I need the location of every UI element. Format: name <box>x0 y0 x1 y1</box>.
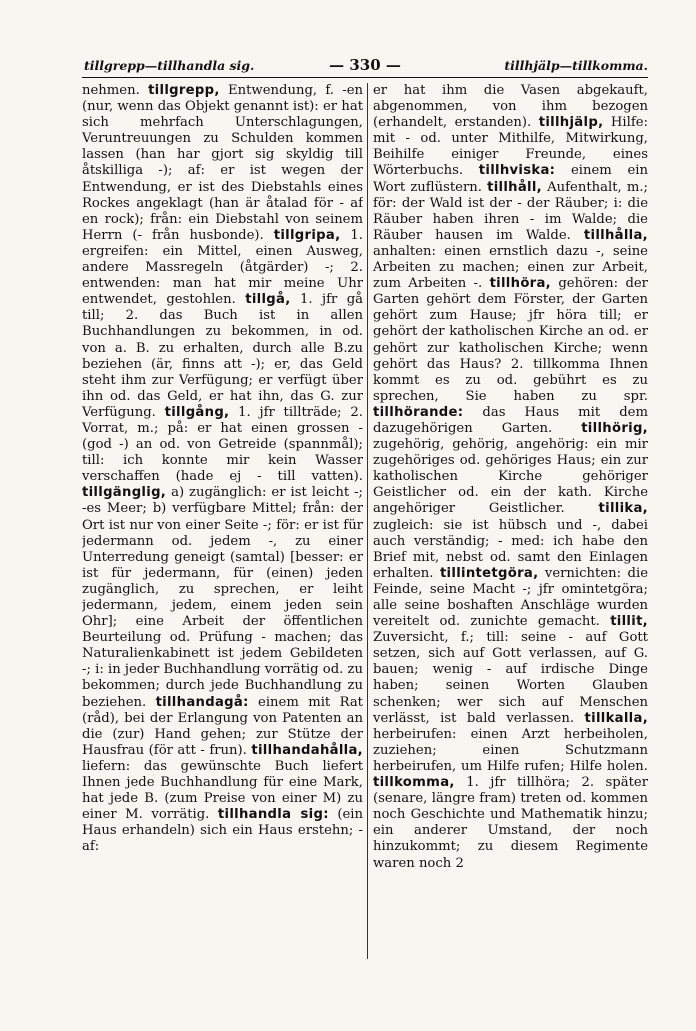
left-column <box>82 83 363 959</box>
entry-text: zugleich: sie ist hübsch und -, dabei auch verständig; - med: ich habe den Brief mit, nebst od. samt den Einlagen erhalten. <box>373 517 648 581</box>
entry-text: liefern: das gewünschte Buch liefert Ihnen jede Buchhandlung für eine Mark, hat jede B. (zum Preise von einer M) zu einer M. vorrätig. <box>82 758 363 823</box>
headword: tillika, <box>598 501 648 517</box>
entry-text: zugehörig, gehörig, angehörig: ein mir zugehöriges od. gehöriges Haus; ein zur katholischen Kirche gehöriger Geistlicher od. ein der kath. Kirche angehöriger Geistlicher. <box>373 437 648 517</box>
headword: tillgrepp, <box>148 83 220 98</box>
headword: tillgång, <box>164 404 230 420</box>
entry-text: a) zugänglich: er ist leicht -; -es Meer; b) verfügbare Mittel; från: der Ort ist nur von einer Seite -; för: er ist für jedermann od. jedem -, zu einer Unterredung geneigt (samtal) [besser: er ist für jedermann, für (einen) jeden zugänglich, zu sprechen, er leiht jedermann, jedem, einem jeden sein Ohr]; eine Arbeit der öffentlichen Beurteilung od. Prüfung - machen; das Naturalienkabinett ist jedem Gebildeten -; i: in jeder Buchhandlung vorrätig od. zu bekommen; durch jede Buchhandlung zu beziehen. <box>82 485 363 710</box>
left-column-entry <box>82 83 363 243</box>
entry-text: nehmen. <box>82 83 149 98</box>
page-number: — 330 — <box>329 56 401 74</box>
headword: tillintetgöra, <box>439 565 539 581</box>
headword: tillkomma, <box>373 775 455 791</box>
entry-text: er hat ihm die Vasen abgekauft, abgenommen, von ihm bezogen (erhandelt, erstanden). <box>373 83 648 131</box>
column-divider <box>367 83 368 959</box>
headword: tillhörande: <box>373 404 464 420</box>
headword: tillhöra, <box>489 276 551 292</box>
entry-text: gehören: der Garten gehört dem Förster, der Garten gehört zum Hause; jfr höra till; er gehört der katholischen Kirche an od. er gehört zur katholischen Kirche; wenn gehört das Haus? 2. tillkomma Ihnen kommt es zu od. gebührt es zu sprechen, Sie haben zu spr. <box>373 276 648 404</box>
headword: tillhandla sig: <box>217 807 329 823</box>
headword: tillit, <box>610 614 648 630</box>
entry-text: anhalten: einen ernstlich dazu -, seine Arbeiten zu machen; einen zur Arbeit, zum Arbeiten -. <box>373 243 648 292</box>
entry-text: 1. jfr tillträde; 2. Vorrat, m.; på: er hat einen grossen - (god -) an od. von Getreide (spannmål); till: ich konnte mir kein Wasser verschaffen (hade ej - till vatten). <box>82 404 363 485</box>
headword: tillgripa, <box>273 227 341 243</box>
entry-text: Hilfe: mit - od. unter Mithilfe, Mitwirkung, Beihilfe einiger Freunde, eines Wörterbuchs. <box>373 115 648 179</box>
entry-text: einem mit Rat (råd), bei der Erlangung von Patenten an die (zur) Hand gehen; zur Stütze der Hausfrau (för att - frun). <box>82 694 363 758</box>
entry-text: 1. jfr tillhöra; 2. später (senare, längre fram) treten od. kommen noch Geschichte und Mathematik hinzu; ein anderer Umstand, der noch hinzukommt; zu diesem Regimente waren noch 2 <box>373 775 648 871</box>
headword: tillkalla, <box>584 710 648 726</box>
entry-text: (ein Haus erhandeln) sich ein Haus erstehn; - af: <box>82 807 363 855</box>
entry-text: 1. ergreifen: ein Mittel, einen Ausweg, andere Massregeln (åtgärder) -; 2. entwenden: man hat mir meine Uhr entwendet, gestohlen. <box>82 227 363 308</box>
left-column-entry <box>82 292 363 420</box>
headword: tillhandahålla, <box>251 742 363 758</box>
right-column <box>373 83 648 959</box>
entry-text: vernichten: die Feinde, seine Macht -; jfr omintetgöra; alle seine boshaften Anschläge wurden vereitelt od. zunichte gemacht. <box>373 565 648 630</box>
headword: tillgänglig, <box>82 485 167 501</box>
headword: tillhålla, <box>583 227 648 243</box>
header-right-guide-words: tillhjälp—tillkomma. <box>504 58 648 73</box>
entry-text: 1. jfr gå till; 2. das Buch ist in allen Buchhandlungen zu bekommen, in od. von a. B. zu erhalten, durch alle B.zu beziehen (är, finns att -); er, das Geld steht ihm zur Verfügung; er verfügt über ihn od. das Geld, er hat ihn, das G. zur Verfügung. <box>82 292 363 420</box>
headword: tillhandagå: <box>155 694 249 710</box>
entry-text: das Haus mit dem dazugehörigen Garten. <box>373 404 648 436</box>
headword: tillgå, <box>245 292 291 308</box>
running-header <box>82 56 648 78</box>
left-column-entry <box>82 83 148 98</box>
right-column-entry <box>373 775 648 870</box>
headword: tillhörig, <box>581 420 648 436</box>
headword: tillhviska: <box>478 163 556 179</box>
dictionary-page <box>82 56 648 956</box>
right-column-entry <box>373 614 648 726</box>
headword: tillhjälp, <box>538 115 604 131</box>
header-rule <box>82 77 648 78</box>
text-columns <box>82 83 648 959</box>
entry-text: Aufenthalt, m.; för: der Wald ist der - der Räuber; i: die Räuber haben ihren - im Walde; die Räuber hausen im Walde. <box>373 179 648 243</box>
entry-text: herbeirufen: einen Arzt herbeiholen, zuziehen; einen Schutzmann herbeirufen, um Hilfe rufen; Hilfe holen. <box>373 726 648 774</box>
right-column-entry <box>373 276 648 404</box>
left-column-entry <box>82 485 363 709</box>
entry-text: einem ein Wort zuflüstern. <box>373 163 648 195</box>
entry-text: Entwendung, f. -en (nur, wenn das Objekt genannt ist): er hat sich mehrfach Unterschlagungen, Veruntreuungen zu Schulden kommen lassen (han har gjort sig skyldig till åtskilliga -); af: er ist wegen der Entwendung, er ist des Diebstahls eines Rockes angeklagt (han är åtalad för - af en rock); från: ein Diebstahl von seinem Herrn (- från husbonde). <box>82 83 363 243</box>
headword: tillhåll, <box>487 179 542 195</box>
header-left-guide-words: tillgrepp—tillhandla sig. <box>84 58 255 73</box>
entry-text: Zuversicht, f.; till: seine - auf Gott setzen, sich auf Gott verlassen, auf G. bauen; wenig - auf irdische Dinge haben; seinen Worten Glauben schenken; wer sich auf Menschen verlässt, ist bald verlassen. <box>373 630 648 726</box>
